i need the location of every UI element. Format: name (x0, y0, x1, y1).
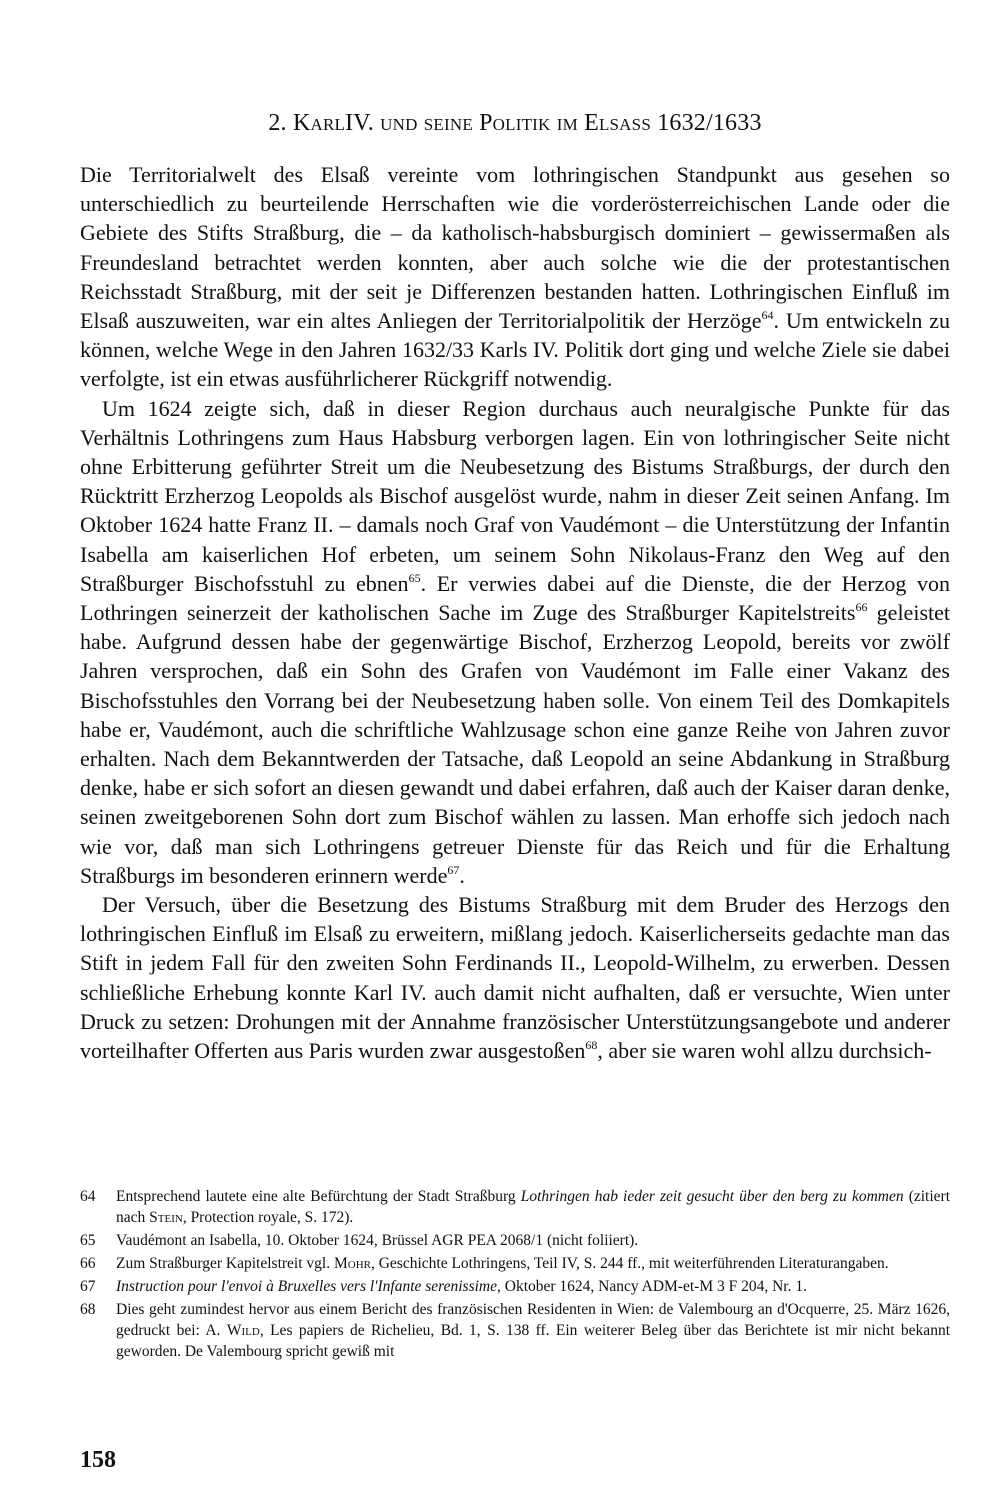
paragraph: Die Territorialwelt des Elsaß vereinte vom lothringischen Standpunkt aus gesehen so unterschiedlich zu beurteilende Herrschaften wie die vorderösterreichischen Lande oder die Gebiete des Stifts Straßburg, die – da katholisch-habsburgisch dominiert – gewissermaßen als Freundesland betrachtet werden konnten, aber auch solche wie die der protestantischen Reichsstadt Straßburg, mit der seit je Differenzen bestanden hatten. Lothringischen Einfluß im Elsaß auszuweiten, war ein altes Anliegen der Territorialpolitik der Herzöge$^{64}$. Um entwickeln zu können, welche Wege in den Jahren 1632/33 Karls IV. Politik dort ging und welche Ziele sie dabei verfolgte, ist ein etwas ausführlicherer Rückgriff notwendig. (80, 162, 950, 392)
footnote: 67 Instruction pour l'envoi à Bruxelles vers l'Infante serenissime, Oktober 1624, Nancy ADM-et-M 3 F 204, Nr. 1. (80, 1278, 807, 1295)
footnote: 65 Vaudémont an Isabella, 10. Oktober 1624, Brüssel AGR PEA 2068/1 (nicht foliiert). (80, 1232, 639, 1249)
heading-regnal: IV. (345, 110, 374, 136)
footnote: 64 Entsprechend lautete eine alte Befürchtung der Stadt Straßburg Lothringen hab ieder zeit gesucht über den berg zu kommen (zitiert nach Stein, Protection royale, S. 172). (80, 1188, 951, 1226)
footnote-ref: 68 (585, 1038, 598, 1053)
section-heading (80, 110, 950, 137)
footnote-ref: 66 (855, 600, 868, 615)
heading-years: 1632/1633 (657, 110, 762, 136)
footnote-number: 64 (80, 1188, 96, 1205)
footnotes (80, 1186, 950, 1364)
section-number: 2. (268, 110, 287, 136)
body-text (80, 160, 950, 1065)
heading-name: Karl (292, 110, 346, 136)
footnote-number: 67 (80, 1278, 96, 1295)
heading-title: und seine Politik im Elsass (380, 110, 651, 136)
footnote-number: 68 (80, 1301, 96, 1318)
footnote: 68 Dies geht zumindest hervor aus einem Bericht des französischen Residenten in Wien: de Valembourg an d'Ocquerre, 25. März 1626, gedruckt bei: A. Wild, Les papiers de Richelieu, Bd. 1, S. 138 ff. Ein weiterer Beleg über das Berichtete ist mir nicht bekannt geworden. De Valembourg spricht gewiß mit (80, 1301, 950, 1360)
page-number: 158 (80, 1447, 116, 1473)
footnote: 66 Zum Straßburger Kapitelstreit vgl. Mohr, Geschichte Lothringens, Teil IV, S. 244 ff., mit weiterführenden Literaturangaben. (80, 1255, 889, 1272)
paragraph: Der Versuch, über die Besetzung des Bistums Straßburg mit dem Bruder des Herzogs den lothringischen Einfluß im Elsaß zu erweitern, mißlang jedoch. Kaiserlicherseits gedachte man das Stift in jedem Fall für den zweiten Sohn Ferdinands II., Leopold-Wilhelm, zu erwerben. Dessen schließliche Erhebung konnte Karl IV. auch damit nicht aufhalten, daß er versuchte, Wien unter Druck zu setzen: Drohungen mit der Annahme französischer Unterstützungsangebote und anderer vorteilhafter Offerten aus Paris wurden zwar ausgestoßen$^{68}$, aber sie waren wohl allzu durchsich- (80, 892, 950, 1064)
footnote-number: 65 (80, 1232, 96, 1249)
footnote-ref: 64 (761, 308, 774, 323)
footnote-number: 66 (80, 1255, 96, 1272)
footnote-ref: 67 (447, 862, 460, 877)
footnote-ref: 65 (408, 570, 421, 585)
paragraph: Um 1624 zeigte sich, daß in dieser Region durchaus auch neuralgische Punkte für das Verhältnis Lothringens zum Haus Habsburg verborgen lagen. Ein von lothringischer Seite nicht ohne Erbitterung geführter Streit um die Neubesetzung des Bistums Straßburgs, der durch den Rücktritt Erzherzog Leopolds als Bischof ausgelöst wurde, nahm in dieser Zeit seinen Anfang. Im Oktober 1624 hatte Franz II. – damals noch Graf von Vaudémont – die Unterstützung der Infantin Isabella am kaiserlichen Hof erbeten, um seinem Sohn Nikolaus-Franz den Weg auf den Straßburger Bischofsstuhl zu ebnen$^{65}$. Er verwies dabei auf die Dienste, die der Herzog von Lothringen seinerzeit der katholischen Sache im Zuge des Straßburger Kapitelstreits$^{66}$ geleistet habe. Aufgrund dessen habe der gegenwärtige Bischof, Erzherzog Leopold, bereits vor zwölf Jahren versprochen, daß ein Sohn des Grafen von Vaudémont im Falle einer Vakanz des Bischofsstuhles den Vorrang bei der Neubesetzung haben solle. Von einem Teil des Domkapitels habe er, Vaudémont, auch die schriftliche Wahlzusage schon eine ganze Reihe von Jahren zuvor erhalten. Nach dem Bekanntwerden der Tatsache, daß Leopold an seine Abdankung in Straßburg denke, habe er sich sofort an diesen gewandt und dabei erfahren, daß auch der Kaiser daran denke, seinen zweitgeborenen Sohn dort zum Bischof wählen zu lassen. Man erhoffe sich jedoch nach wie vor, daß man sich Lothringens getreuer Dienste für das Reich und für die Erhaltung Straßburgs im besonderen erinnern werde$^{67}$. (80, 395, 950, 888)
